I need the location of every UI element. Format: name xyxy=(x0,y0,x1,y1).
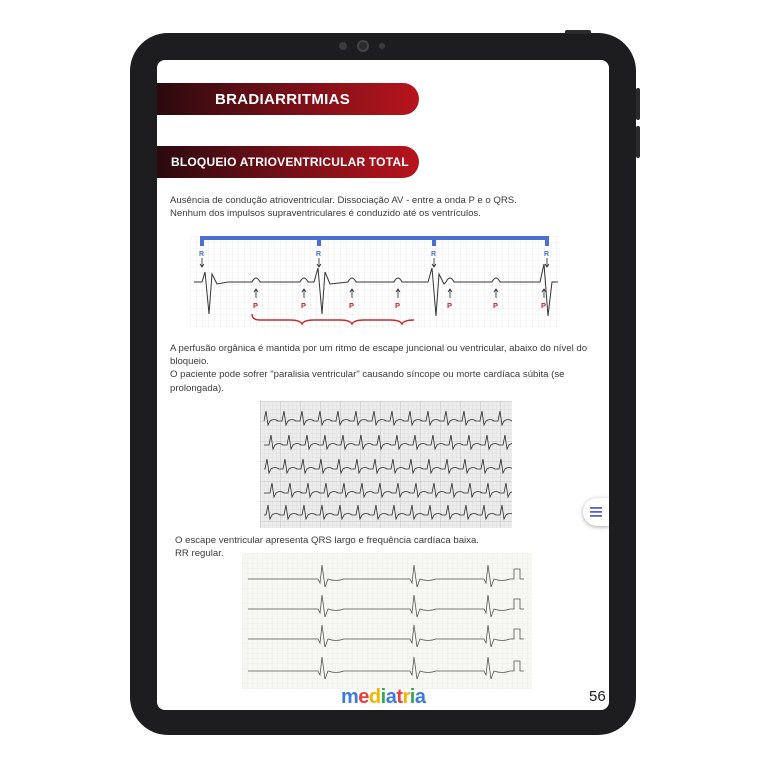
subsection-title-banner xyxy=(157,146,419,178)
logo-letter: r xyxy=(402,686,410,708)
logo-letter: i xyxy=(380,686,386,708)
logo-letter: a xyxy=(385,686,397,708)
p-wave-label: P xyxy=(541,301,547,310)
logo-letter: d xyxy=(368,686,381,708)
logo-letter: a xyxy=(414,686,426,708)
menu-button[interactable] xyxy=(583,498,609,526)
perfusion-paragraph xyxy=(170,342,602,395)
logo-letter: m xyxy=(341,686,359,708)
logo-letter: e xyxy=(358,686,369,708)
hamburger-menu-icon xyxy=(590,507,602,517)
power-button xyxy=(565,30,591,34)
p-wave-label: P xyxy=(395,301,401,310)
ecg-strip-image xyxy=(260,401,512,528)
p-wave-label: P xyxy=(493,301,499,310)
p-wave-label: P xyxy=(447,301,453,310)
section-title-banner xyxy=(157,83,419,115)
ecg-av-dissociation-diagram xyxy=(190,236,560,328)
sensor-dot xyxy=(339,42,347,50)
intro-line-2: Nenhum dos impulsos supraventriculares é conduzido até os ventrículos. xyxy=(170,208,481,220)
p-wave-label: P xyxy=(301,301,307,310)
r-wave-label: R xyxy=(316,251,322,258)
mediatria-logo xyxy=(341,686,425,709)
p-wave-label: P xyxy=(253,301,259,310)
escape-line-1: O escape ventricular apresenta QRS largo e frequência cardíaca baixa. xyxy=(175,535,479,546)
document-page xyxy=(157,60,609,710)
escape-line-2: RR regular. xyxy=(175,548,224,560)
r-wave-label: R xyxy=(199,251,205,258)
volume-down-button xyxy=(636,126,640,158)
page-number: 56 xyxy=(589,688,606,705)
ecg-multilead-image xyxy=(242,553,532,689)
intro-paragraph xyxy=(170,194,600,220)
front-camera xyxy=(357,40,369,52)
perfusion-line-2: O paciente pode sofrer "paralisia ventricular" causando síncope ou morte cardíaca súbita (se prolongada). xyxy=(170,369,565,394)
r-wave-label: R xyxy=(544,251,550,258)
p-wave-label: P xyxy=(349,301,355,310)
logo-letter: t xyxy=(396,686,403,708)
logo-letter: i xyxy=(409,686,415,708)
perfusion-line-1: A perfusão orgânica é mantida por um ritmo de escape juncional ou ventricular, abaixo do nível do bloqueio. xyxy=(170,343,588,368)
volume-up-button xyxy=(636,88,640,120)
section-title: BRADIARRITMIAS xyxy=(215,90,351,108)
r-wave-label: R xyxy=(431,251,437,258)
sensor-dot xyxy=(379,43,385,49)
subsection-title: BLOQUEIO ATRIOVENTRICULAR TOTAL xyxy=(171,155,409,169)
intro-line-1: Ausência de condução atrioventricular. Dissociação AV - entre a onda P e o QRS. xyxy=(170,195,517,206)
